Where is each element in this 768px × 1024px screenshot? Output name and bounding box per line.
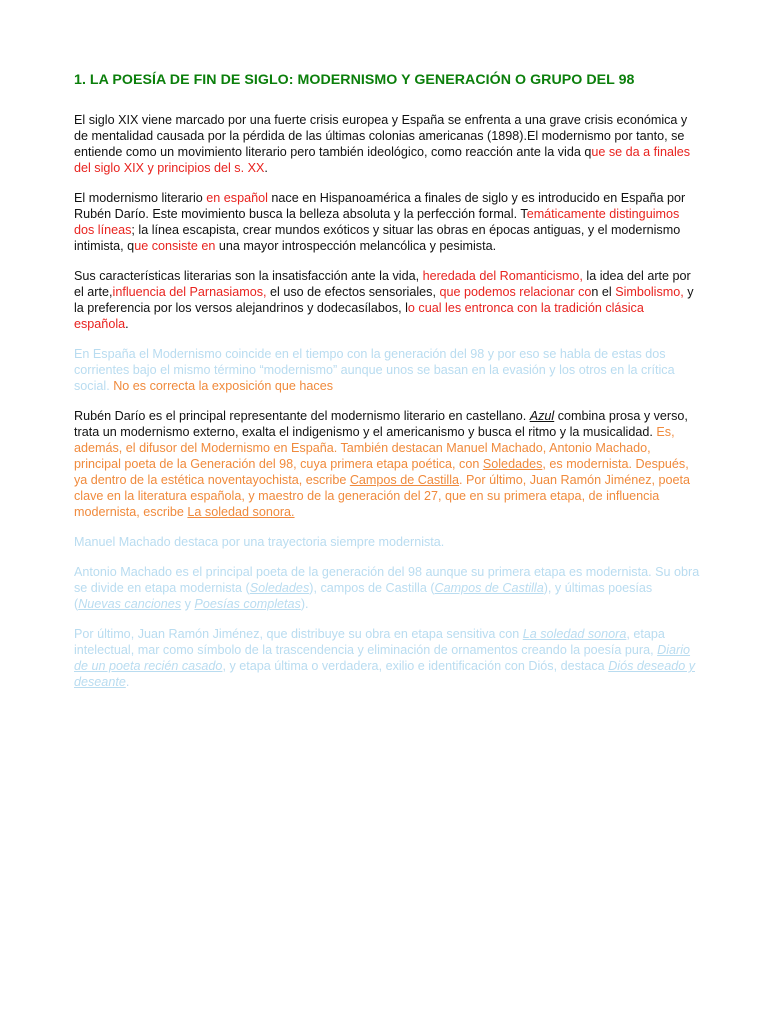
section-heading: 1. LA POESÍA DE FIN DE SIGLO: MODERNISMO Y GENERACIÓN O GRUPO DEL 98 [74,72,635,88]
correction-text: . Por último, Juan Ramón Jiménez, poeta clave en la literatura española, y maestro de la generación del 27, que en su primera etapa, de influencia modernista, escribe [74,473,691,519]
correction-text: heredada del Romanticismo, [422,269,583,283]
correction-text: que podemos relacionar co [439,285,592,299]
text-run: n el [591,285,616,299]
link-la-soledad-sonora[interactable]: La soledad sonora [522,627,627,641]
correction-comment: No es correcta la exposición que haces [113,379,334,393]
paragraph-spain-struck [74,346,700,394]
document-page [74,70,700,704]
link-poesias-completas[interactable]: Poesías completas [194,597,301,611]
link-diario-de-un-poeta[interactable]: Diario de un poeta recién casado [74,643,691,673]
struck-text: ), campos de Castilla ( [309,581,435,595]
correction-text: Es, además, el difusor del Modernismo en España. También destacan Manuel Machado, Antonio Machado, principal poeta de la Generación del 98, cuya primera etapa poética, con [74,425,675,471]
link-campos-de-castilla[interactable]: Campos de Castilla [349,473,460,487]
correction-text: influencia del Parnasiamos, [112,285,267,299]
link-soledades[interactable]: Soledades [482,457,543,471]
book-title-azul: Azul [529,409,555,423]
struck-text: Por último, Juan Ramón Jiménez, que distribuye su obra en etapa sensitiva con [74,627,523,641]
text-run: el uso de efectos sensoriales, [266,285,440,299]
struck-text: Antonio Machado es el principal poeta de la generación del 98 aunque su primera etapa es modernista. Su obra se divide en etapa modernista ( [74,565,700,595]
struck-text: ), y últimas poesías ( [74,581,653,611]
struck-text: y [181,597,195,611]
paragraph-characteristics [74,268,700,332]
paragraph-ruben-dario [74,408,700,520]
link-campos-de-castilla[interactable]: Campos de Castilla [434,581,544,595]
struck-text: . [125,675,130,689]
struck-text: En España el Modernismo coincide en el tiempo con la generación del 98 y por eso se habla de estas dos corrientes bajo el mismo término “modernismo” aunque unos se basan en la evasión y los otros en la crítica social. [74,347,675,393]
text-run: ; la línea escapista, crear mundos exóticos y situar las obras en épocas antiguas, y el modernismo intimista, q [74,223,681,253]
paragraph-context [74,112,700,176]
paragraph-antonio-machado [74,564,700,612]
text-run: . [125,317,129,331]
correction-text: ue se da a finales del siglo XIX y principios del s. XX [74,145,691,175]
link-la-soledad-sonora[interactable]: La soledad sonora. [187,505,295,519]
paragraph-manuel-machado [74,534,700,550]
struck-text: , etapa intelectual, mar como símbolo de la trascendencia y eliminación de ornamentos creando la poesía pura, [74,627,665,657]
text-run: El siglo XIX viene marcado por una fuerte crisis europea y España se enfrenta a una grave crisis económica y de mentalidad causada por la pérdida de las últimas colonias americanas (1898).El modernismo por tanto, se entiende como un movimiento literario pero también ideológico, como reacción ante la vida q [74,113,688,159]
correction-text: emáticamente distinguimos dos líneas [74,207,680,237]
struck-text: ). [300,597,309,611]
paragraph-juan-ramon-jimenez [74,626,700,690]
text-run: nace en Hispanoamérica a finales de siglo y es introducido en España por Rubén Darío. Este movimiento busca la belleza absoluta y la perfección formal. T [74,191,686,221]
link-dios-deseado[interactable]: Diós deseado y deseante [74,659,695,689]
text-run: una mayor introspección melancólica y pesimista. [215,239,497,253]
correction-text: , es modernista. Después, ya dentro de la estética noventayochista, escribe [74,457,689,487]
text-run: Sus características literarias son la insatisfacción ante la vida, [74,269,423,283]
struck-text: , y etapa última o verdadera, exilio e identificación con Diós, destaca [222,659,609,673]
correction-text: o cual les entronca con la tradición clásica española [74,301,644,331]
correction-text: en español [206,191,268,205]
text-run: y la preferencia por los versos alejandrinos y dodecasílabos, l [74,285,694,315]
text-run: Rubén Darío es el principal representante del modernismo literario en castellano. [74,409,530,423]
struck-text: Manuel Machado destaca por una trayectoria siempre modernista. [74,535,445,549]
correction-text: ue consiste en [134,239,216,253]
correction-text: Simbolismo, [615,285,684,299]
text-run: combina prosa y verso, trata un modernismo externo, exalta el indigenismo y el americanismo y busca el ritmo y la musicalidad. [74,409,688,439]
text-run: . [264,161,268,175]
paragraph-modernism [74,190,700,254]
link-soledades[interactable]: Soledades [249,581,310,595]
text-run: El modernismo literario [74,191,207,205]
text-run: la idea del arte por el arte, [74,269,691,299]
link-nuevas-canciones[interactable]: Nuevas canciones [78,597,182,611]
